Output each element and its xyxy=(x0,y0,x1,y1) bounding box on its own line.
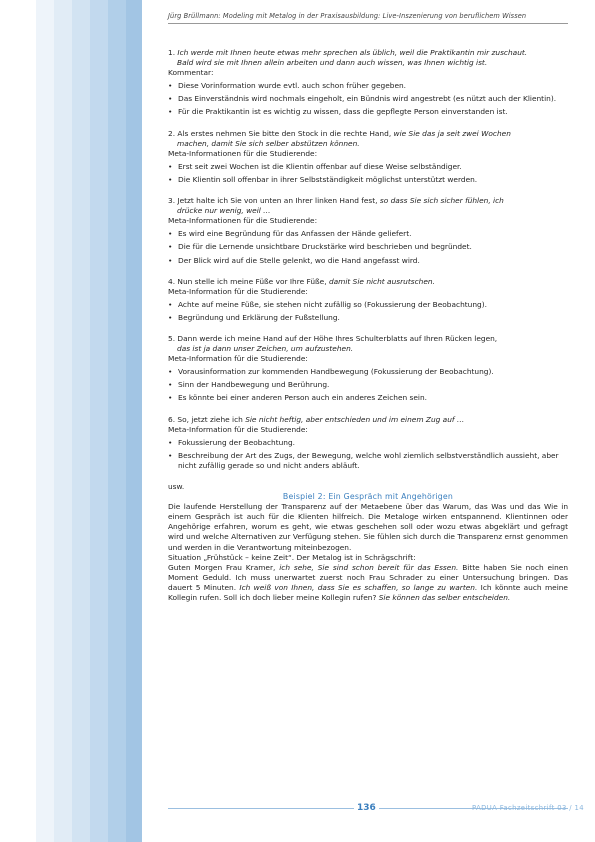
step-metalog-continuation: machen, damit Sie sich selber abstützen können. xyxy=(177,138,360,148)
step-metalog-text: damit Sie nicht ausrutschen. xyxy=(328,276,435,286)
meta-bullet-list xyxy=(168,229,568,265)
step-metalog-text: Sie nicht heftig, aber entschieden und im einem Zug auf … xyxy=(245,414,465,424)
step-metalog-text: Ich werde mit Ihnen heute etwas mehr sprechen als üblich, weil die Praktikantin mir zuschaut. xyxy=(177,48,528,57)
meta-bullet-item: • Sinn der Handbewegung und Berührung. xyxy=(168,380,568,390)
step-utterance xyxy=(168,129,568,149)
step-utterance xyxy=(168,196,568,216)
step-text: Als erstes nehmen Sie bitte den Stock in die rechte Hand, xyxy=(177,128,392,138)
meta-bullet-item: • Diese Vorinformation wurde evtl. auch schon früher gegeben. xyxy=(168,81,568,91)
meta-bullet-item: • Die Klientin soll offenbar in ihrer Selbstständigkeit möglichst unterstützt werden. xyxy=(168,175,568,185)
step-metalog-continuation: drücke nur wenig, weil … xyxy=(177,206,271,216)
meta-bullet-item: • Für die Praktikantin ist es wichtig zu wissen, dass die gepflegte Person einverstanden ist. xyxy=(168,107,568,117)
dialogue-segment: Guten Morgen Frau Kramer, xyxy=(168,562,280,572)
meta-bullet-item: • Das Einverständnis wird nochmals eingeholt, ein Bündnis wird angestrebt (es nützt auch der Klientin). xyxy=(168,94,568,104)
step-utterance xyxy=(168,334,568,354)
step-utterance xyxy=(168,48,568,68)
step-number: 4. xyxy=(168,276,176,286)
step-number: 2. xyxy=(168,128,176,138)
step-number: 3. xyxy=(168,196,176,206)
step-metalog-text: wie Sie das ja seit zwei Wochen xyxy=(393,128,511,138)
step-number: 5. xyxy=(168,333,176,343)
meta-bullet-item: • Begründung und Erklärung der Fußstellung. xyxy=(168,313,568,323)
step-metalog-continuation: Bald wird sie mit Ihnen allein arbeiten und dann auch wissen, was Ihnen wichtig ist. xyxy=(177,58,488,68)
meta-label: Meta-Information für die Studierende: xyxy=(168,424,308,434)
meta-bullet-item: • Erst seit zwei Wochen ist die Klientin offenbar auf diese Weise selbständiger. xyxy=(168,162,568,172)
step-utterance xyxy=(168,277,568,287)
example-step xyxy=(168,334,568,404)
meta-bullet-list xyxy=(168,438,568,471)
metalog-segment: Sie können das selber entscheiden. xyxy=(378,593,511,603)
journal-name: PADUA Fachzeitschrift 03 / 14 xyxy=(472,804,585,812)
main-content xyxy=(168,48,568,603)
dialogue-segment: Bitte haben Sie noch einen Moment Geduld. Ich muss unerwartet zuerst noch Frau Schrader zu einer Untersuchung bringen. Das dauert 5 Minuten. xyxy=(168,562,569,592)
example-step xyxy=(168,129,568,185)
meta-bullet-item: • Fokussierung der Beobachtung. xyxy=(168,438,568,448)
running-header: Jürg Brüllmann: Modeling mit Metalog in der Praxisausbildung: Live-Inszenierung von beruflichem Wissen xyxy=(168,12,527,20)
metalog-segment: Ich weiß von Ihnen, dass Sie es schaffen, so lange zu warten. xyxy=(239,582,478,592)
meta-label: Meta-Information für die Studierende: xyxy=(168,286,308,296)
meta-label: Meta-Information für die Studierende: xyxy=(168,354,308,364)
example-step xyxy=(168,48,568,118)
meta-label: Kommentar: xyxy=(168,68,214,78)
meta-bullet-list xyxy=(168,162,568,185)
header-divider xyxy=(168,23,568,24)
step-metalog-text: so dass Sie sich sicher fühlen, ich xyxy=(379,196,504,206)
step-text: So, jetzt ziehe ich xyxy=(177,414,243,424)
meta-bullet-item: • Die für die Lernende unsichtbare Druckstärke wird beschrieben und begründet. xyxy=(168,242,568,252)
meta-bullet-list xyxy=(168,300,568,323)
meta-bullet-item: • Vorausinformation zur kommenden Handbewegung (Fokussierung der Beobachtung). xyxy=(168,367,568,377)
step-text: Nun stelle ich meine Füße vor Ihre Füße, xyxy=(177,276,327,286)
numbered-blocks xyxy=(168,48,568,471)
meta-label: Meta-Informationen für die Studierende: xyxy=(168,216,318,226)
meta-bullet-item: • Beschreibung der Art des Zugs, der Bewegung, welche wohl ziemlich selbstverständlich aussieht, aber nicht zufällig gerade so und nicht anders abläuft. xyxy=(168,451,568,471)
meta-bullet-item: • Es könnte bei einer anderen Person auch ein anderes Zeichen sein. xyxy=(168,393,568,403)
usw-text: usw. xyxy=(168,482,185,491)
section-subheading: Beispiel 2: Ein Gespräch mit Angehörigen xyxy=(282,492,454,502)
step-utterance xyxy=(168,415,568,425)
step-text: Jetzt halte ich Sie von unten an Ihrer linken Hand fest, xyxy=(177,196,378,206)
page-number: 136 xyxy=(354,803,379,813)
step-number: 6. xyxy=(168,414,176,424)
meta-bullet-item: • Achte auf meine Füße, sie stehen nicht zufällig so (Fokussierung der Beobachtung). xyxy=(168,300,568,310)
example-step xyxy=(168,415,568,471)
decorative-side-stripes xyxy=(0,0,160,842)
body-paragraph: Die laufende Herstellung der Transparenz auf der Metaebene über das Warum, das Was und das Wie in einem Gespräch ist auch für die Klienten hilfreich. Die Metaloge wirken entspannend. Klientinnen oder Angehörige erfahren, worum es geht, wie etwas geschehen soll oder wozu etwas abgeklärt und gefragt wird und welche Alternativen zur Verfügung stehen. Sie fühlen sich durch die Transparenz ernst genommen und werden in die Verantwortung miteinbezogen. xyxy=(168,502,568,552)
meta-bullet-item: • Der Blick wird auf die Stelle gelenkt, wo die Hand angefasst wird. xyxy=(168,256,568,266)
situation-title: Situation „Frühstück – keine Zeit“. Der Metalog ist in Schrägschrift: xyxy=(168,552,416,562)
meta-label: Meta-Informationen für die Studierende: xyxy=(168,148,318,158)
example-step xyxy=(168,196,568,266)
example-step xyxy=(168,277,568,323)
meta-bullet-item: • Es wird eine Begründung für das Anfassen der Hände geliefert. xyxy=(168,229,568,239)
meta-bullet-list xyxy=(168,367,568,403)
dialogue-segment: Ich könnte auch meine Kollegin rufen. Soll ich doch lieber meine Kollegin rufen? xyxy=(168,582,568,603)
step-metalog-continuation: das ist ja dann unser Zeichen, um aufzustehen. xyxy=(177,344,354,354)
step-text: Dann werde ich meine Hand auf der Höhe Ihres Schulterblatts auf Ihren Rücken legen, xyxy=(177,333,498,343)
situation-dialogue xyxy=(168,563,568,603)
metalog-segment: ich sehe, Sie sind schon bereit für das Essen. xyxy=(279,562,459,572)
meta-bullet-list xyxy=(168,81,568,117)
step-number: 1. xyxy=(168,48,176,57)
